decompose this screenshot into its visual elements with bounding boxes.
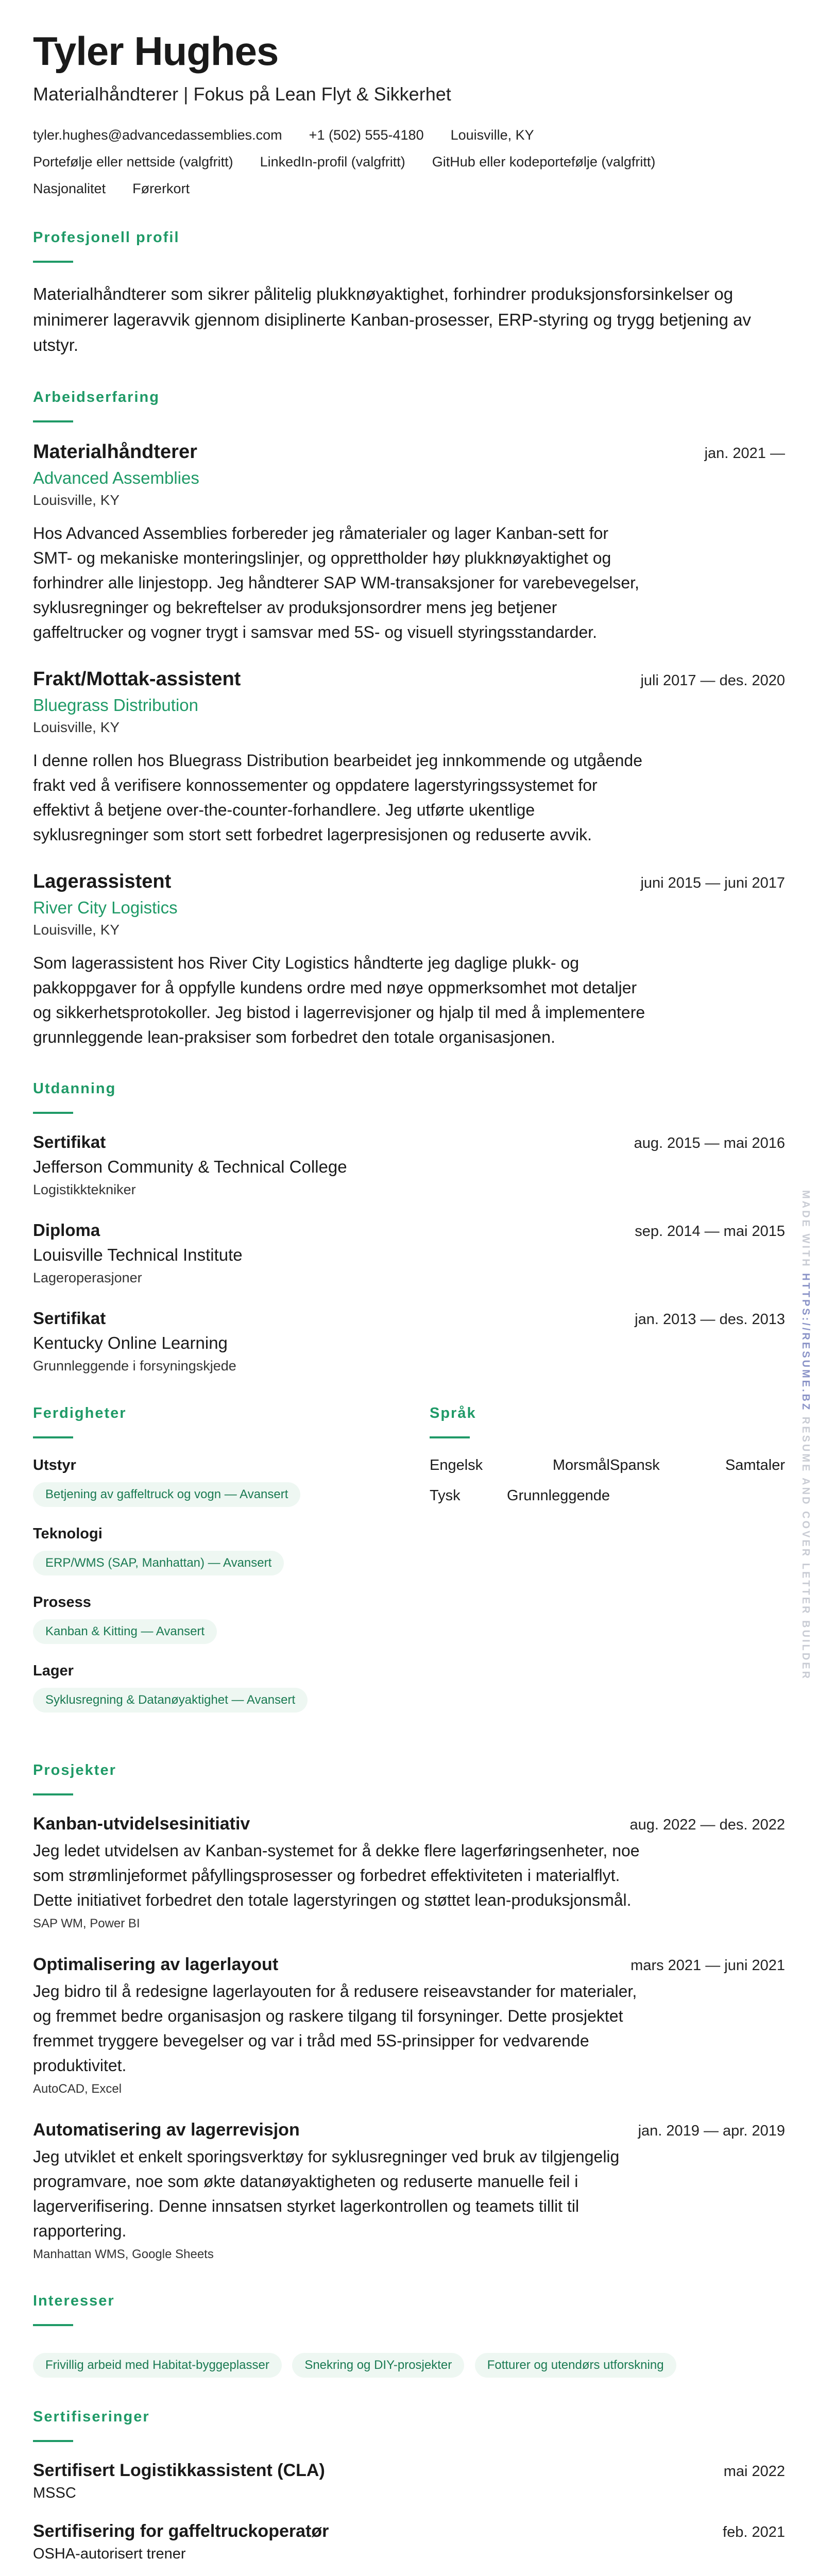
interest-list [33, 2345, 785, 2378]
summary-text: Materialhåndterer som sikrer pålitelig plukknøyaktighet, forhindrer produksjonsforsinkelser og minimerer lageravvik gjennom disiplinerte Kanban-prosesser, ERP-styring og trygg betjening av utstyr. [33, 284, 752, 355]
contact-linkedin[interactable]: LinkedIn-profil (valgfritt) [260, 154, 405, 170]
job-date: juli 2017 — des. 2020 [640, 672, 785, 689]
section-languages [430, 1405, 785, 1731]
project-name: Automatisering av lagerrevisjon [33, 2120, 300, 2140]
contact-github[interactable]: GitHub eller kodeportefølje (valgfritt) [432, 154, 656, 170]
institution-name: Jefferson Community & Technical College [33, 1157, 347, 1176]
education-date: sep. 2014 — mai 2015 [635, 1223, 785, 1240]
credit-link[interactable]: HTTPS://RESUME.BZ [800, 1273, 811, 1412]
project-date: aug. 2022 — des. 2022 [629, 1816, 785, 1833]
project-entry [33, 2120, 785, 2262]
section-divider [33, 2324, 73, 2326]
interest-pill: Snekring og DIY-prosjekter [292, 2353, 464, 2378]
certificate-issuer: MSSC [33, 2484, 76, 2501]
language-name: Tysk [430, 1487, 461, 1504]
section-title: Interesser [33, 2292, 115, 2309]
project-keywords: Manhattan WMS, Google Sheets [33, 2247, 214, 2261]
certificate-name: Sertifisert Logistikkassistent (CLA) [33, 2460, 325, 2480]
interest-pill: Frivillig arbeid med Habitat-byggeplasser [33, 2353, 282, 2378]
study-type: Sertifikat [33, 1132, 106, 1151]
job-summary: Som lagerassistent hos River City Logistics håndterte jeg daglige plukk- og pakkoppgaver for å oppfylle kundens ordre med nøye oppmerksomhet mot detaljer og sikkerhetsprotokoller. Jeg bistod i lagerrevisjoner og hjalp til med å implementere grunnleggende lean-praksiser som forbedret den totale organisasjonen. [33, 953, 645, 1046]
section-title: Prosjekter [33, 1761, 116, 1778]
contact-nationality: Nasjonalitet [33, 180, 106, 196]
project-description: Jeg ledet utvidelsen av Kanban-systemet for å dekke flere lagerføringsenheter, noe som strømlinjeformet påfyllingsprosesser og forbedret effektiviteten i materialflyt. Dette initiativet forbedret den totale lagerstyringen og støttet lean-produksjonsmål. [33, 1841, 640, 1909]
skill-name: Lager [33, 1662, 74, 1679]
skill-group [33, 1594, 430, 1644]
institution-name: Louisville Technical Institute [33, 1245, 243, 1264]
project-keywords: AutoCAD, Excel [33, 2081, 122, 2096]
certificate-entry [33, 2521, 785, 2563]
experience-entry [33, 668, 785, 847]
project-entry [33, 1814, 785, 1931]
section-title: Sertifiseringer [33, 2408, 150, 2425]
section-divider [33, 1112, 73, 1114]
study-area: Grunnleggende i forsyningskjede [33, 1358, 236, 1374]
skills-languages-row [33, 1405, 785, 1731]
job-location: Louisville, KY [33, 492, 120, 508]
skill-keyword-pill: Kanban & Kitting — Avansert [33, 1619, 217, 1644]
job-date: jan. 2021 — [704, 445, 785, 462]
project-keywords: SAP WM, Power BI [33, 1916, 140, 1930]
section-title: Profesjonell profil [33, 229, 180, 246]
certificate-issuer: OSHA-autorisert trener [33, 2545, 186, 2562]
contact-list [33, 126, 744, 198]
study-type: Sertifikat [33, 1308, 106, 1328]
project-name: Kanban-utvidelsesinitiativ [33, 1814, 250, 1834]
study-area: Lageroperasjoner [33, 1269, 142, 1285]
builder-credit [799, 1190, 811, 1681]
contact-location: Louisville, KY [450, 127, 534, 143]
section-divider [33, 1793, 73, 1795]
language-name: Engelsk [430, 1456, 483, 1473]
credit-prefix: MADE WITH [800, 1190, 811, 1274]
section-divider [33, 1436, 73, 1438]
skill-group [33, 1663, 430, 1713]
study-area: Logistikktekniker [33, 1181, 136, 1197]
contact-drivers-license: Førerkort [132, 180, 190, 196]
certificate-name: Sertifisering for gaffeltruckoperatør [33, 2521, 329, 2541]
section-interests [33, 2293, 785, 2378]
job-location: Louisville, KY [33, 921, 120, 938]
job-summary: Hos Advanced Assemblies forbereder jeg råmaterialer og lager Kanban-sett for SMT- og mekaniske monteringslinjer, og opprettholder høy plukknøyaktighet og forhindrer alle linjestopp. Jeg håndterer SAP WM-transaksjoner for varebevegelser, syklusregninger og bekreftelser av produksjonsordrer mens jeg betjener gaffeltrucker og vogner trygt i samsvar med 5S- og visuell styringsstandarder. [33, 523, 639, 641]
skill-name: Prosess [33, 1594, 91, 1611]
contact-portfolio[interactable]: Portefølje eller nettside (valgfritt) [33, 154, 233, 170]
experience-entry [33, 871, 785, 1049]
education-entry [33, 1309, 785, 1374]
institution-name: Kentucky Online Learning [33, 1333, 228, 1352]
job-summary: I denne rollen hos Bluegrass Distribution bearbeidet jeg innkommende og utgående frakt ved å verifisere konnossementer og oppdatere lagerstyringssystemet for effektivt å betjene over-the-counter-forhandlere. Jeg utførte ukentlige syklusregninger som stort sett forbedret lagerpresisjonen og reduserte avvik. [33, 751, 642, 844]
resume-page [33, 28, 785, 2576]
candidate-headline: Materialhåndterer | Fokus på Lean Flyt & Sikkerhet [33, 83, 451, 105]
section-divider [33, 2440, 73, 2442]
job-title: Lagerassistent [33, 870, 172, 892]
section-divider [33, 420, 73, 422]
skill-keyword-pill: Syklusregning & Datanøyaktighet — Avansert [33, 1688, 308, 1713]
language-fluency: Samtaler [725, 1456, 785, 1473]
credit-suffix: RESUME AND COVER LETTER BUILDER [800, 1412, 811, 1681]
company-name: Advanced Assemblies [33, 468, 199, 487]
language-list [430, 1457, 785, 1504]
skill-name: Teknologi [33, 1525, 103, 1542]
education-entry [33, 1221, 785, 1286]
education-date: jan. 2013 — des. 2013 [635, 1311, 785, 1328]
section-projects [33, 1762, 785, 2262]
section-certificates [33, 2409, 785, 2563]
language-name: Spansk [610, 1456, 660, 1473]
section-title: Ferdigheter [33, 1404, 127, 1421]
job-title: Materialhåndterer [33, 440, 197, 463]
section-education [33, 1080, 785, 1374]
project-entry [33, 1955, 785, 2096]
company-name: Bluegrass Distribution [33, 695, 198, 715]
section-title: Arbeidserfaring [33, 388, 160, 405]
section-title: Utdanning [33, 1080, 116, 1097]
project-date: mars 2021 — juni 2021 [630, 1957, 785, 1974]
skill-group [33, 1457, 430, 1507]
skill-keyword-pill: ERP/WMS (SAP, Manhattan) — Avansert [33, 1551, 284, 1575]
job-location: Louisville, KY [33, 719, 120, 735]
section-divider [430, 1436, 470, 1438]
skill-keyword-pill: Betjening av gaffeltruck og vogn — Avansert [33, 1482, 300, 1507]
education-date: aug. 2015 — mai 2016 [634, 1134, 785, 1151]
section-summary [33, 229, 785, 358]
experience-entry [33, 441, 785, 645]
job-title: Frakt/Mottak-assistent [33, 668, 241, 690]
candidate-name: Tyler Hughes [33, 28, 279, 74]
certificate-date: feb. 2021 [723, 2523, 785, 2540]
interest-pill: Fotturer og utendørs utforskning [475, 2353, 676, 2378]
project-date: jan. 2019 — apr. 2019 [638, 2122, 785, 2139]
skill-name: Utstyr [33, 1456, 76, 1473]
certificate-entry [33, 2461, 785, 2502]
company-name: River City Logistics [33, 897, 178, 917]
project-name: Optimalisering av lagerlayout [33, 1954, 279, 1974]
section-title: Språk [430, 1404, 476, 1421]
education-entry [33, 1132, 785, 1198]
certificate-date: mai 2022 [723, 2463, 785, 2480]
job-date: juni 2015 — juni 2017 [640, 874, 785, 891]
language-fluency: Grunnleggende [507, 1487, 610, 1504]
contact-email[interactable]: tyler.hughes@advancedassemblies.com [33, 127, 282, 143]
section-divider [33, 261, 73, 263]
section-experience [33, 389, 785, 1049]
skill-group [33, 1526, 430, 1575]
project-description: Jeg utviklet et enkelt sporingsverktøy for syklusregninger ved bruk av tilgjengelig programvare, noe som økte datanøyaktigheten og reduserte manuelle feil i lagerverifisering. Denne innsatsen styrket lagerkontrollen og teamets tillit til rapportering. [33, 2147, 620, 2240]
language-fluency: Morsmål [552, 1456, 610, 1473]
resume-header [33, 28, 785, 198]
section-skills [33, 1405, 430, 1731]
study-type: Diploma [33, 1220, 100, 1240]
contact-phone[interactable]: +1 (502) 555-4180 [309, 127, 424, 143]
project-description: Jeg bidro til å redesigne lagerlayouten for å redusere reiseavstander for materialer, og fremmet bedre organisasjon og raskere tilgang til forsyninger. Dette prosjektet fremmet tryggere bevegelser og var i tråd med 5S-prinsipper for vedvarende produktivitet. [33, 1981, 637, 2075]
